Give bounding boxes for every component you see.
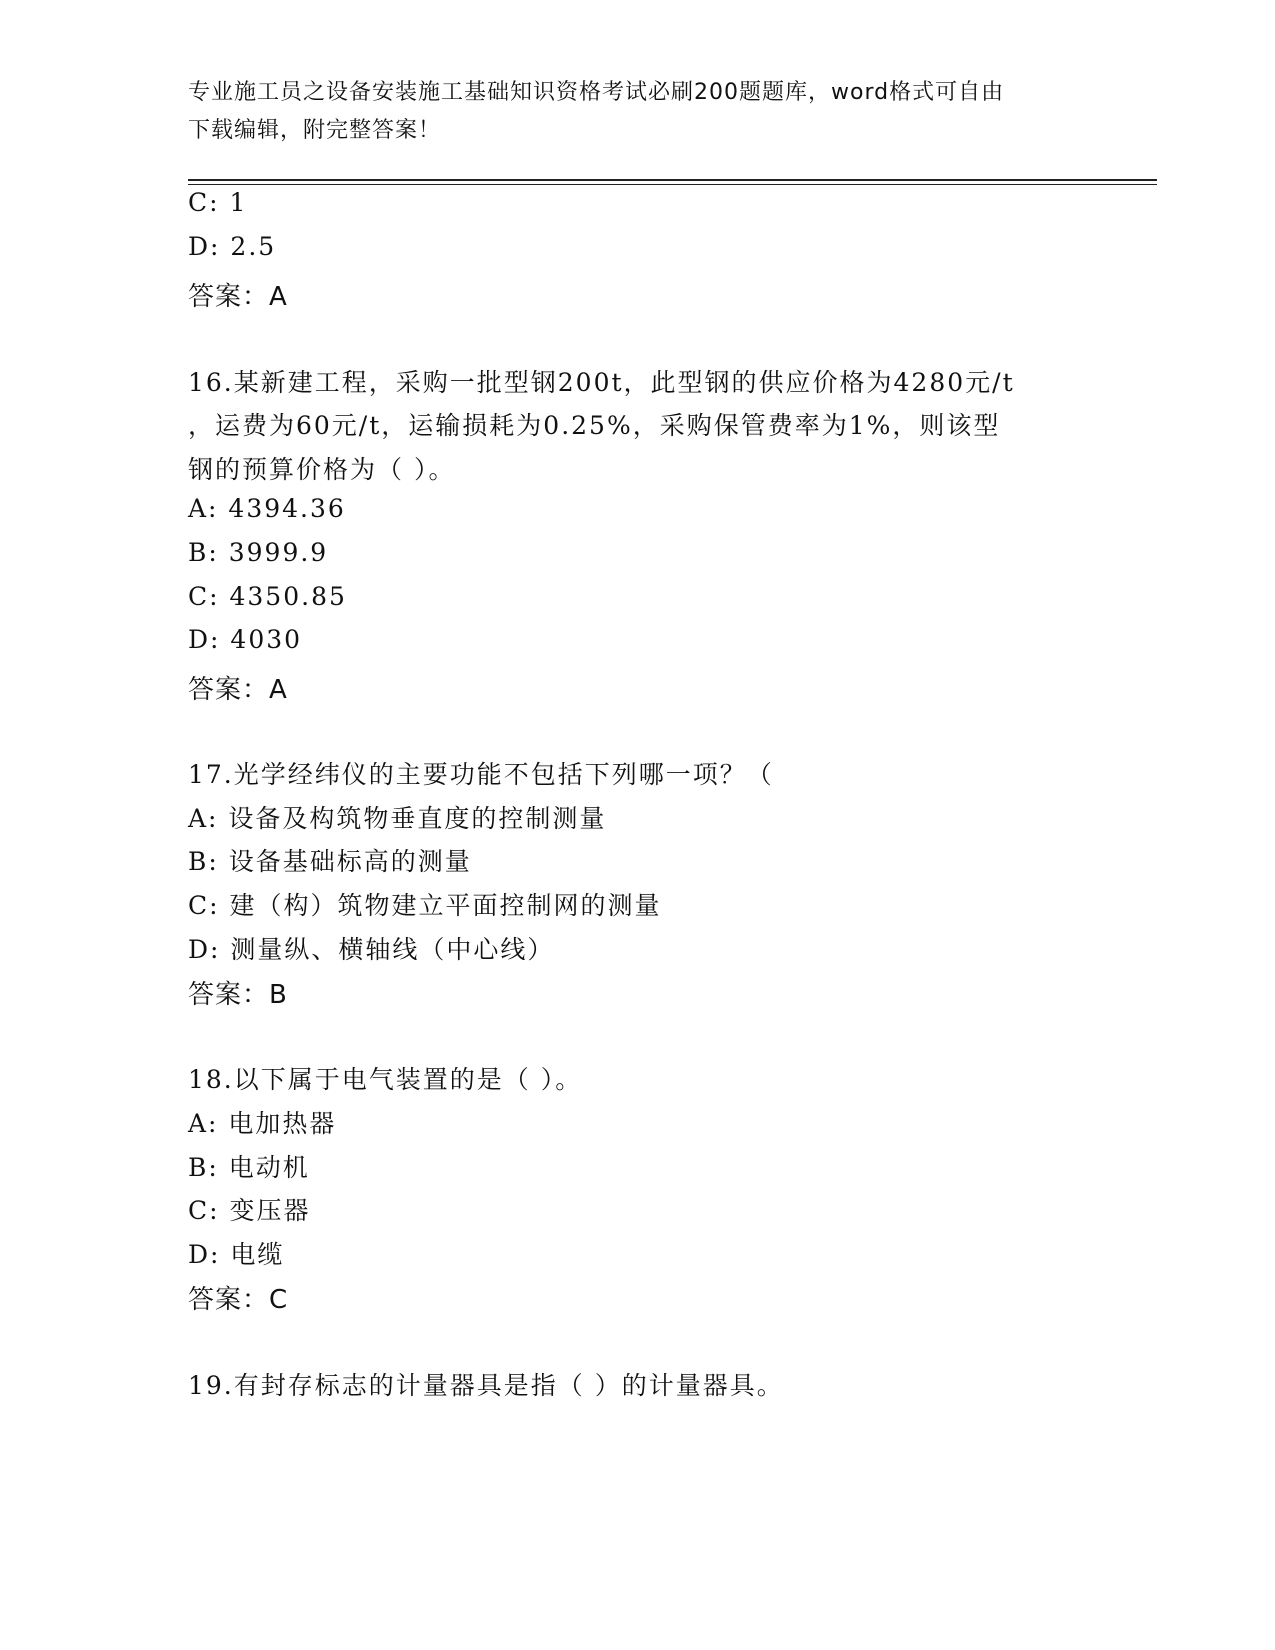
q16-stem-line-2: ，运费为60元/t，运输损耗为0.25%，采购保管费率为1%，则该型 — [188, 411, 1001, 440]
q15-option-d: D: 2.5 — [188, 232, 277, 261]
q16-option-d: D: 4030 — [188, 625, 303, 654]
q15-answer: 答案：A — [188, 282, 288, 312]
header-title-line-1: 专业施工员之设备安装施工基础知识资格考试必刷200题题库，word格式可自由 — [188, 80, 1005, 105]
q18-option-d: D: 电缆 — [188, 1240, 285, 1269]
header-title-line-2: 下载编辑，附完整答案！ — [188, 118, 442, 143]
q18-answer: 答案：C — [188, 1285, 289, 1315]
q18-stem-line-1: 18.以下属于电气装置的是（ ）。 — [188, 1065, 583, 1094]
q16-option-c: C: 4350.85 — [188, 582, 347, 611]
header-divider-thin — [188, 184, 1157, 185]
q17-answer: 答案：B — [188, 980, 288, 1010]
q18-option-a: A: 电加热器 — [188, 1109, 337, 1138]
q17-stem-line-1: 17.光学经纬仪的主要功能不包括下列哪一项？（ — [188, 760, 774, 789]
q17-option-c: C: 建（构）筑物建立平面控制网的测量 — [188, 891, 662, 920]
q17-option-b: B: 设备基础标高的测量 — [188, 847, 472, 876]
q17-option-d: D: 测量纵、横轴线（中心线） — [188, 935, 555, 964]
q16-stem-line-1: 16.某新建工程，采购一批型钢200t，此型钢的供应价格为4280元/t — [188, 368, 1015, 397]
q19-stem-line-1: 19.有封存标志的计量器具是指（ ）的计量器具。 — [188, 1371, 784, 1400]
document-header — [188, 74, 1088, 150]
q16-option-a: A: 4394.36 — [188, 494, 346, 523]
q18-option-b: B: 电动机 — [188, 1153, 310, 1182]
q16-option-b: B: 3999.9 — [188, 538, 329, 567]
q15-option-c: C: 1 — [188, 188, 248, 217]
q16-answer: 答案：A — [188, 675, 288, 705]
q16-stem-line-3: 钢的预算价格为（ ）。 — [188, 455, 456, 484]
q18-option-c: C: 变压器 — [188, 1196, 311, 1225]
q17-option-a: A: 设备及构筑物垂直度的控制测量 — [188, 804, 607, 833]
header-divider-thick — [188, 179, 1157, 181]
